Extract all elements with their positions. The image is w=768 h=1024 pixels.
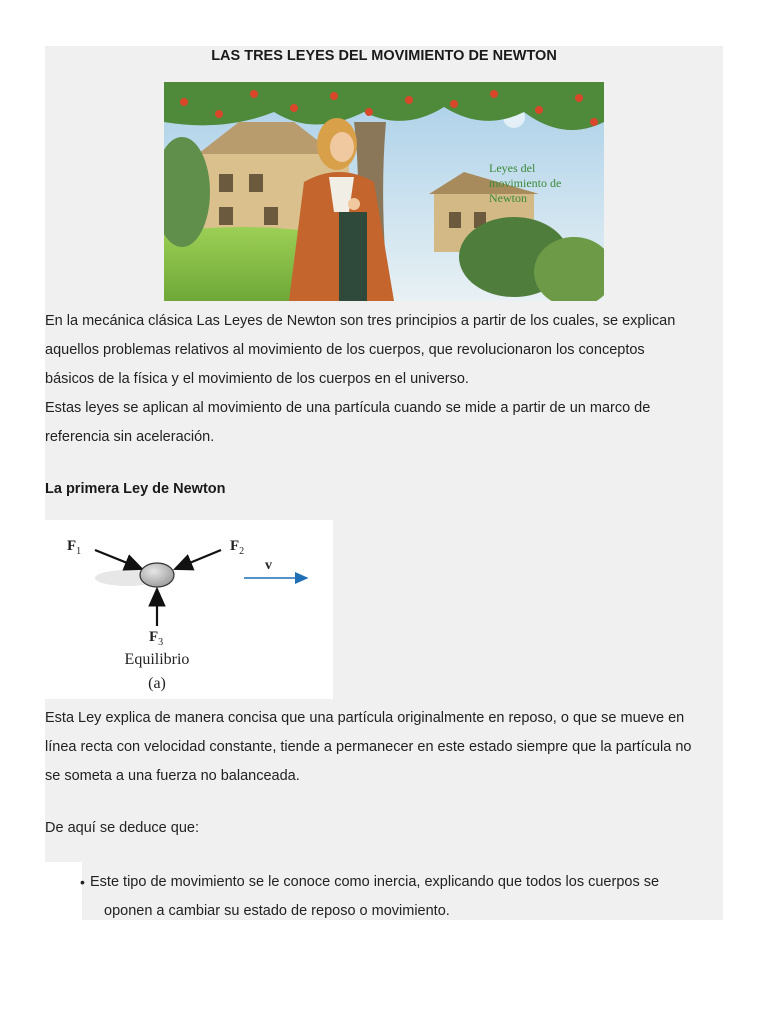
velocity-label: v — [265, 558, 272, 573]
diagram-caption: Equilibrio — [124, 651, 190, 668]
law-paragraph — [45, 704, 721, 791]
bullet-marker: • — [80, 874, 85, 890]
illustration-caption — [489, 161, 561, 206]
paragraph-line: básicos de la física y el movimiento de los cuerpos en el universo. — [45, 371, 469, 387]
bullet-line: Este tipo de movimiento se le conoce como inercia, explicando que todos los cuerpos se — [90, 874, 660, 890]
particle — [140, 563, 174, 587]
paragraph-line: En la mecánica clásica Las Leyes de Newton son tres principios a partir de los cuales, se explican — [45, 313, 676, 329]
f3-label: $F_3$ — [149, 629, 164, 648]
paragraph-line: Esta Ley explica de manera concisa que una partícula originalmente en reposo, o que se mueve en — [45, 710, 685, 726]
paragraph-line: línea recta con velocidad constante, tiende a permanecer en este estado siempre que la partícula no — [45, 739, 692, 755]
paragraph-line: se someta a una fuerza no balanceada. — [45, 768, 300, 784]
diagram-subcaption: (a) — [148, 675, 166, 692]
f2-label: $F_2$ — [230, 538, 245, 557]
intro-paragraph — [45, 307, 721, 452]
illustration-caption-line: Leyes del — [489, 161, 536, 175]
deduce-paragraph — [45, 814, 721, 843]
paragraph-line: referencia sin aceleración. — [45, 429, 215, 445]
illustration-caption-line: movimiento de — [489, 176, 562, 190]
equilibrium-diagram — [45, 520, 333, 699]
paragraph-line: De aquí se deduce que: — [45, 820, 199, 836]
list-item — [80, 868, 710, 926]
illustration-caption-line: Newton — [489, 191, 527, 205]
section-heading: La primera Ley de Newton — [45, 481, 226, 497]
paragraph-line: Estas leyes se aplican al movimiento de una partícula cuando se mide a partir de un marco de — [45, 400, 651, 416]
force-arrow-f2 — [175, 550, 221, 569]
paragraph-line: aquellos problemas relativos al movimiento de los cuerpos, que revolucionaron los conceptos — [45, 342, 645, 358]
force-arrow-f1 — [95, 550, 142, 569]
document-title: LAS TRES LEYES DEL MOVIMIENTO DE NEWTON — [211, 48, 557, 64]
bullet-line: oponen a cambiar su estado de reposo o movimiento. — [104, 903, 450, 919]
newton-illustration — [164, 82, 604, 301]
f1-label: $F_1$ — [67, 538, 82, 557]
